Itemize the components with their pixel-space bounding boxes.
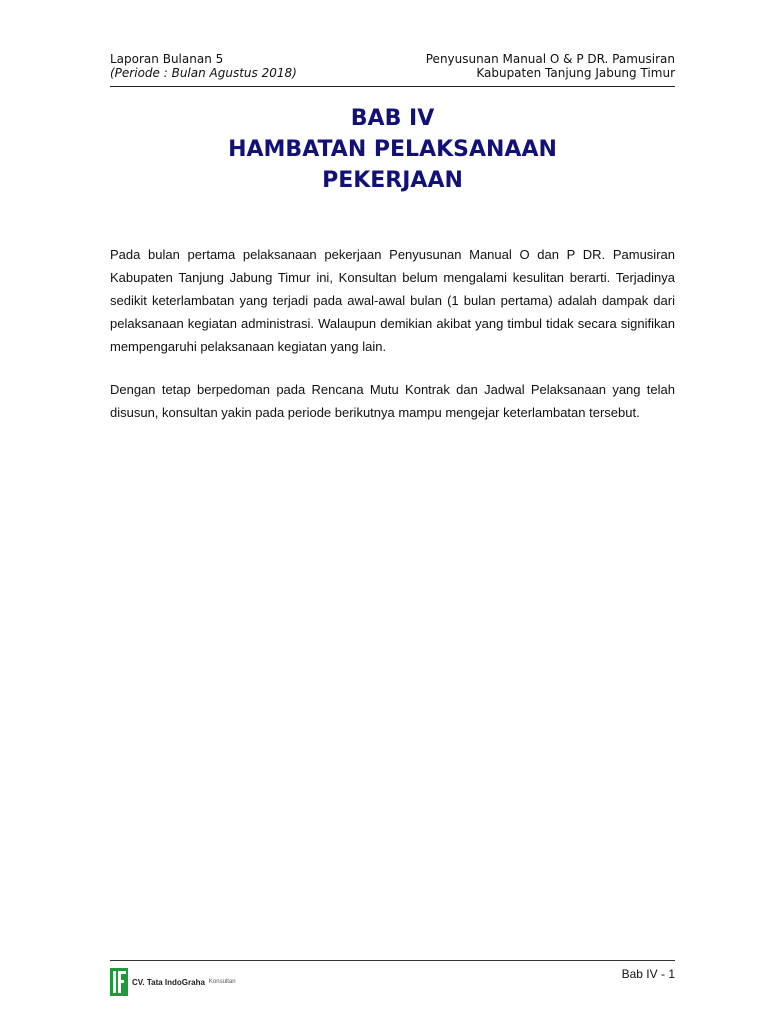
chapter-heading-line2: PEKERJAAN bbox=[322, 168, 463, 193]
project-title: Penyusunan Manual O & P DR. Pamusiran bbox=[425, 52, 675, 66]
chapter-number: BAB IV bbox=[350, 106, 435, 131]
company-logo-icon bbox=[110, 968, 128, 996]
report-period: (Periode : Bulan Agustus 2018) bbox=[110, 66, 297, 80]
page-footer bbox=[110, 960, 675, 987]
paragraph: Pada bulan pertama pelaksanaan pekerjaan Penyusunan Manual O dan P DR. Pamusiran Kabupaten Tanjung Jabung Timur ini, Konsultan belum mengalami kesulitan berarti. Terjadinya sedikit keterlambatan yang terjadi pada awal-awal bulan (1 bulan pertama) adalah dampak dari pelaksanaan kegiatan administrasi. Walaupun demikian akibat yang timbul tidak secara signifikan mempengaruhi pelaksanaan kegiatan yang lain. bbox=[110, 247, 675, 354]
header-left bbox=[110, 52, 297, 80]
chapter-title bbox=[110, 103, 675, 196]
report-title: Laporan Bulanan 5 bbox=[110, 52, 224, 66]
chapter-heading-line1: HAMBATAN PELAKSANAAN bbox=[228, 137, 557, 162]
page-header bbox=[110, 50, 675, 87]
company-logo bbox=[110, 967, 236, 997]
company-name: CV. Tata IndoGraha bbox=[132, 977, 205, 987]
body-text bbox=[110, 243, 675, 444]
company-type: Konsultan bbox=[208, 979, 236, 985]
header-right bbox=[426, 52, 675, 80]
page-number: Bab IV - 1 bbox=[621, 967, 675, 981]
project-location: Kabupaten Tanjung Jabung Timur bbox=[476, 66, 675, 80]
paragraph: Dengan tetap berpedoman pada Rencana Mutu Kontrak dan Jadwal Pelaksanaan yang telah disusun, konsultan yakin pada periode berikutnya mampu mengejar keterlambatan tersebut. bbox=[110, 382, 675, 420]
